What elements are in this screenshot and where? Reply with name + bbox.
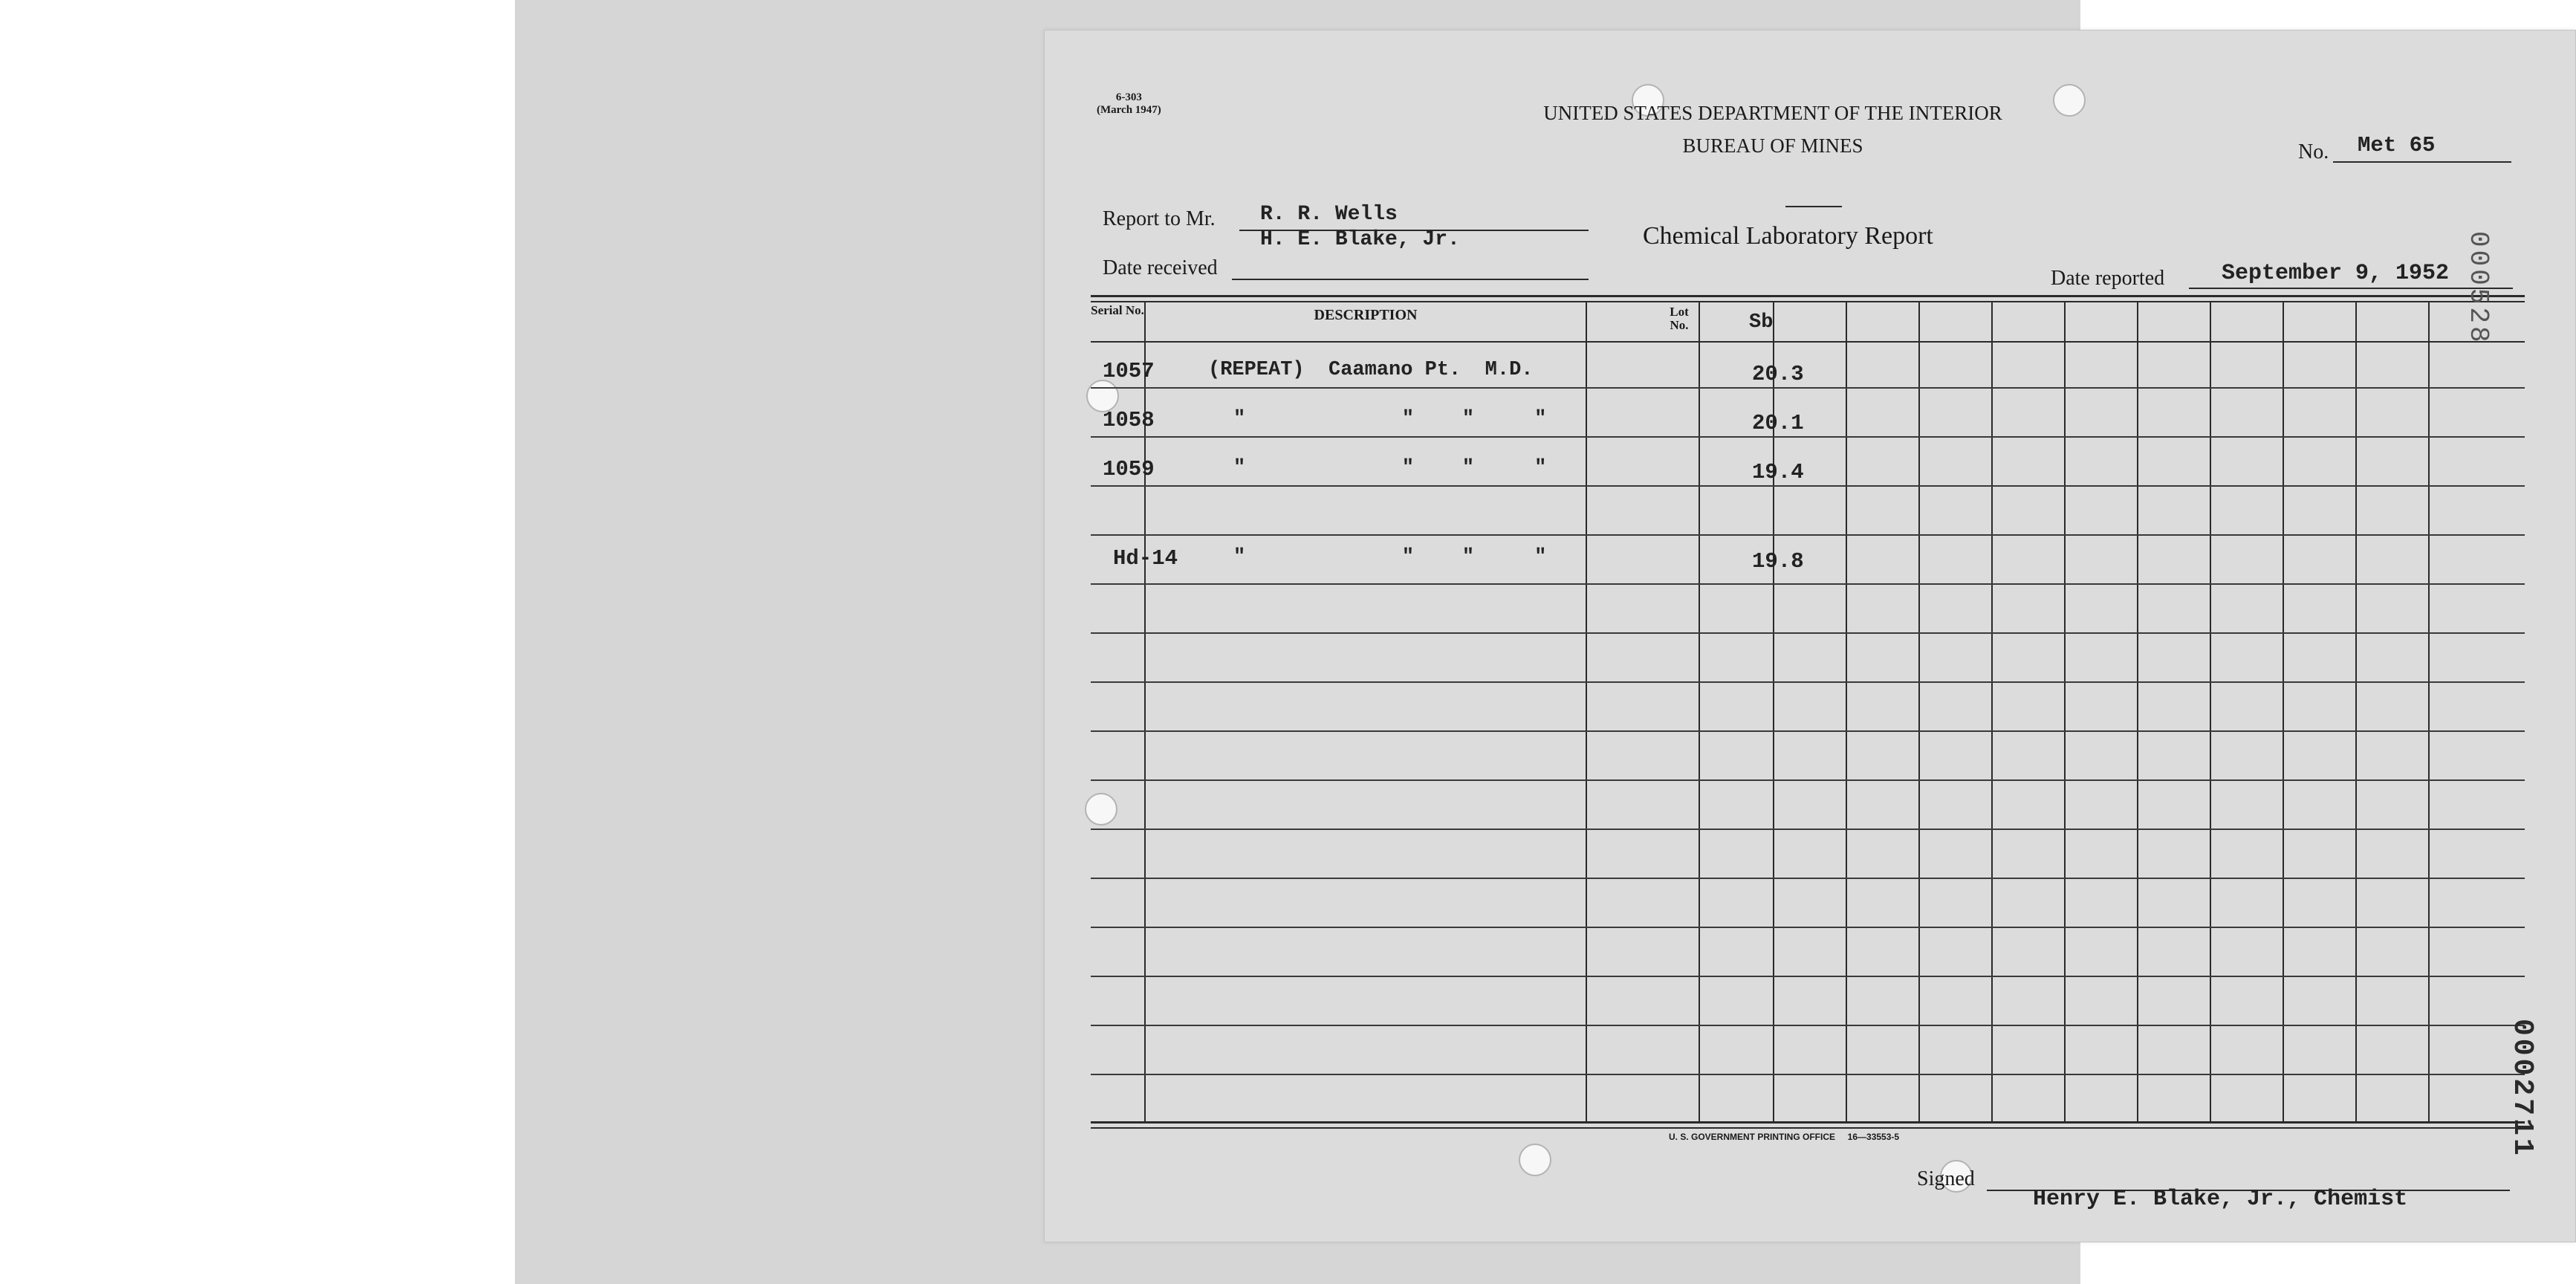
col-divider-description [1586, 301, 1587, 1123]
col-divider [2428, 301, 2430, 1123]
punch-hole [1519, 1144, 1551, 1176]
document-stamp-top: 000528 [2463, 231, 2494, 346]
table-top-rule [1091, 295, 2525, 297]
header-lot-no: Lot No. [1670, 305, 1689, 332]
number-value: Met 65 [2358, 133, 2436, 158]
sb-cell: 20.3 [1752, 362, 1804, 386]
row-rule [1091, 730, 2525, 732]
bureau-title: BUREAU OF MINES [1682, 134, 1863, 157]
col-divider [2064, 301, 2066, 1123]
serial-cell: 1057 [1103, 359, 1155, 383]
header-description: DESCRIPTION [1314, 307, 1418, 323]
form-code [1097, 91, 1161, 117]
document-stamp-bottom: 0002711 [2506, 1019, 2538, 1158]
serial-cell: 1059 [1103, 457, 1155, 482]
row-rule [1091, 436, 2525, 438]
report-to-name-1: R. R. Wells [1260, 203, 1398, 226]
serial-cell: 1058 [1103, 408, 1155, 432]
sb-cell: 19.8 [1752, 549, 1804, 574]
lab-report-form [1044, 30, 2576, 1242]
form-code-number: 6-303 [1115, 91, 1142, 103]
serial-cell: Hd-14 [1113, 546, 1178, 571]
description-cell: " " " " [1233, 546, 1547, 568]
col-divider [2355, 301, 2357, 1123]
punch-hole [1085, 793, 1117, 826]
report-title: Chemical Laboratory Report [1643, 222, 1933, 250]
sb-cell: 19.4 [1752, 460, 1804, 484]
row-rule [1091, 681, 2525, 683]
row-rule [1091, 878, 2525, 879]
row-rule [1091, 1074, 2525, 1075]
number-label: No. [2298, 140, 2329, 163]
form-edition: (March 1947) [1097, 104, 1161, 116]
col-divider [2137, 301, 2138, 1123]
sb-cell: 20.1 [1752, 411, 1804, 435]
row-rule [1091, 927, 2525, 928]
report-to-label: Report to Mr. [1103, 207, 1216, 230]
description-cell: " " " " [1233, 408, 1547, 430]
punch-hole [2053, 84, 2086, 117]
row-rule [1091, 387, 2525, 389]
date-reported-label: Date reported [2051, 267, 2165, 290]
col-divider [2283, 301, 2284, 1123]
table-bottom-rule [1091, 1121, 2525, 1124]
header-rule [1091, 341, 2525, 343]
printer-note: U. S. GOVERNMENT PRINTING OFFICE 16—33553-5 [1669, 1132, 1900, 1142]
col-divider [1846, 301, 1847, 1123]
row-rule [1091, 485, 2525, 487]
number-underline [2333, 161, 2511, 163]
title-rule [1785, 206, 1842, 207]
table-bottom-rule-2 [1091, 1127, 2525, 1129]
col-divider [2210, 301, 2211, 1123]
date-received-label: Date received [1103, 256, 1218, 279]
date-received-underline [1232, 279, 1589, 280]
header-serial-no: Serial No. [1091, 303, 1144, 317]
header-sb: Sb [1749, 311, 1774, 334]
row-rule [1091, 1025, 2525, 1026]
row-rule [1091, 632, 2525, 634]
col-divider-lot [1699, 301, 1700, 1123]
row-rule [1091, 829, 2525, 830]
date-reported-value: September 9, 1952 [2222, 261, 2450, 286]
description-cell: " " " " [1233, 457, 1547, 479]
report-to-name-2: H. E. Blake, Jr. [1260, 228, 1460, 251]
col-divider [1991, 301, 1993, 1123]
row-rule [1091, 534, 2525, 536]
row-rule [1091, 976, 2525, 977]
agency-title: UNITED STATES DEPARTMENT OF THE INTERIOR [1543, 102, 2002, 124]
row-rule [1091, 779, 2525, 781]
description-cell: (REPEAT) Caamano Pt. M.D. [1208, 359, 1534, 381]
table-top-rule-2 [1091, 301, 2525, 302]
scanned-page [515, 0, 2538, 1284]
signed-label: Signed [1917, 1167, 1975, 1190]
signed-value: Henry E. Blake, Jr., Chemist [2033, 1187, 2408, 1212]
col-divider [1918, 301, 1920, 1123]
row-rule [1091, 583, 2525, 585]
